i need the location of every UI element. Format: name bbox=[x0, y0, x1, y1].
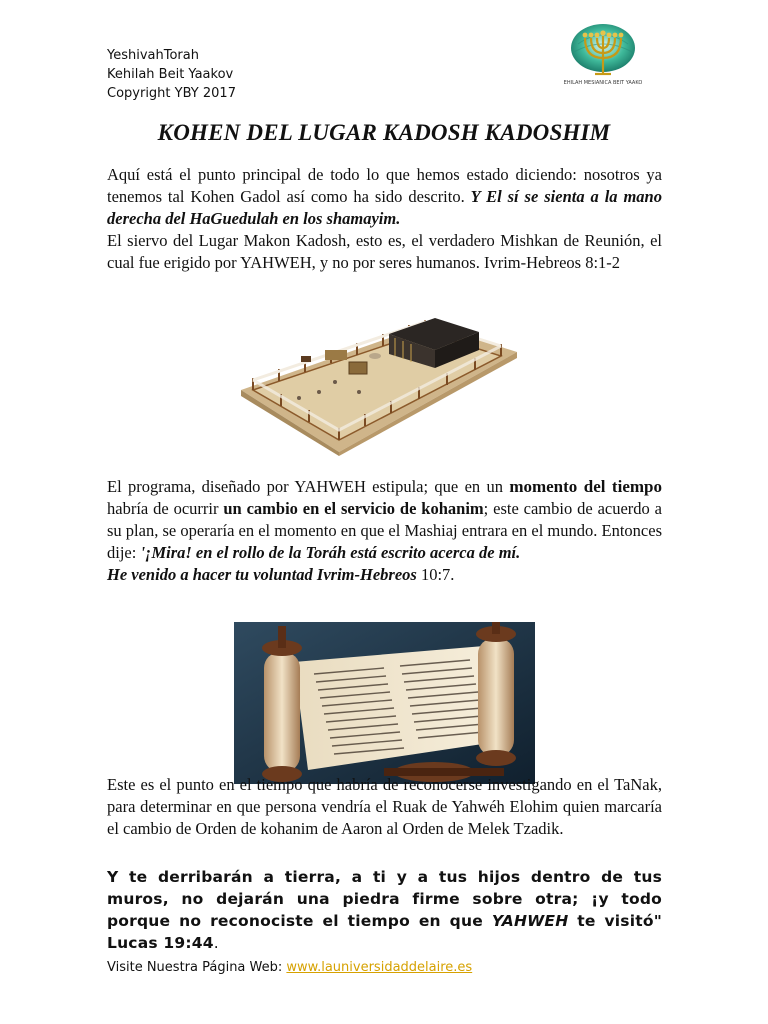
paragraph-3-quote: '¡Mira! en el rollo de la Toráh está escrito acerca de mí. bbox=[140, 543, 521, 562]
paragraph-3-text-b: habría de ocurrir bbox=[107, 499, 224, 518]
paragraph-1-emphasis: Y El sí se sienta a la mano derecha del HaGuedulah en los shamayim. bbox=[107, 187, 662, 228]
paragraph-5-italic-name: YAHWEH bbox=[491, 912, 569, 930]
paragraph-3 bbox=[107, 476, 662, 586]
paragraph-4: Este es el punto en el tiempo que habría de reconocerse investigando en el TaNak, para determinar en que persona vendría el Ruak de Yahwéh Elohim quien marcaría el cambio de Orden de kohanim de Aaron al Orden de Melek Tzadik. bbox=[107, 775, 662, 838]
paragraph-3-bold-a: momento del tiempo bbox=[509, 477, 662, 496]
paragraph-5-bold-text: Y te derribarán a tierra, a ti y a tus hijos dentro de tus muros, no dejarán una piedra firme sobre otra; ¡y todo porque no reconociste el tiempo en que bbox=[107, 868, 662, 930]
document-header bbox=[107, 46, 236, 103]
tabernacle-model-image bbox=[239, 312, 519, 456]
paragraph-5-reference: te visitó" Lucas 19:44 bbox=[107, 912, 662, 952]
paragraph-3-reference: 10:7. bbox=[416, 565, 455, 584]
paragraph-1-text: Aquí está el punto principal de todo lo que hemos estado diciendo: nosotros ya tenemos tal Kohen Gadol así como ha sido descrito. bbox=[107, 165, 662, 206]
paragraph-1 bbox=[107, 164, 662, 230]
menorah-globe-icon bbox=[564, 22, 642, 94]
footer-label: Visite Nuestra Página Web: bbox=[107, 960, 287, 975]
paragraph-2: El siervo del Lugar Makon Kadosh, esto es, el verdadero Mishkan de Reunión, el cual fue erigido por YAHWEH, y no por seres humanos. Ivrim-Hebreos 8:1-2 bbox=[107, 231, 662, 272]
paragraph-3-text-c: ; este cambio de acuerdo a su plan, se operaría en el momento en que el Mashiaj entrara en el mundo. Entonces dije: bbox=[107, 499, 662, 562]
torah-scroll-image bbox=[234, 622, 535, 784]
paragraph-5 bbox=[107, 866, 662, 954]
paragraph-3-bold-b: un cambio en el servicio de kohanim bbox=[223, 499, 484, 518]
website-link[interactable]: www.launiversidaddelaire.es bbox=[286, 960, 473, 975]
paragraph-5-period: . bbox=[213, 934, 219, 952]
paragraph-3-quote-line2: He venido a hacer tu voluntad Ivrim-Hebreos bbox=[107, 565, 417, 584]
svg-text:KEHILAH MESIANICA BEIT YAAKOV: KEHILAH MESIANICA BEIT YAAKOV bbox=[564, 80, 642, 86]
paragraph-3-text-a: El programa, diseñado por YAHWEH estipula; que en un bbox=[107, 477, 510, 496]
footer bbox=[107, 960, 472, 975]
header-line-2: Kehilah Beit Yaakov bbox=[107, 67, 234, 82]
header-line-1: YeshivahTorah bbox=[107, 48, 199, 63]
page-title: KOHEN DEL LUGAR KADOSH KADOSHIM bbox=[157, 120, 611, 145]
header-line-3: Copyright YBY 2017 bbox=[107, 86, 236, 101]
